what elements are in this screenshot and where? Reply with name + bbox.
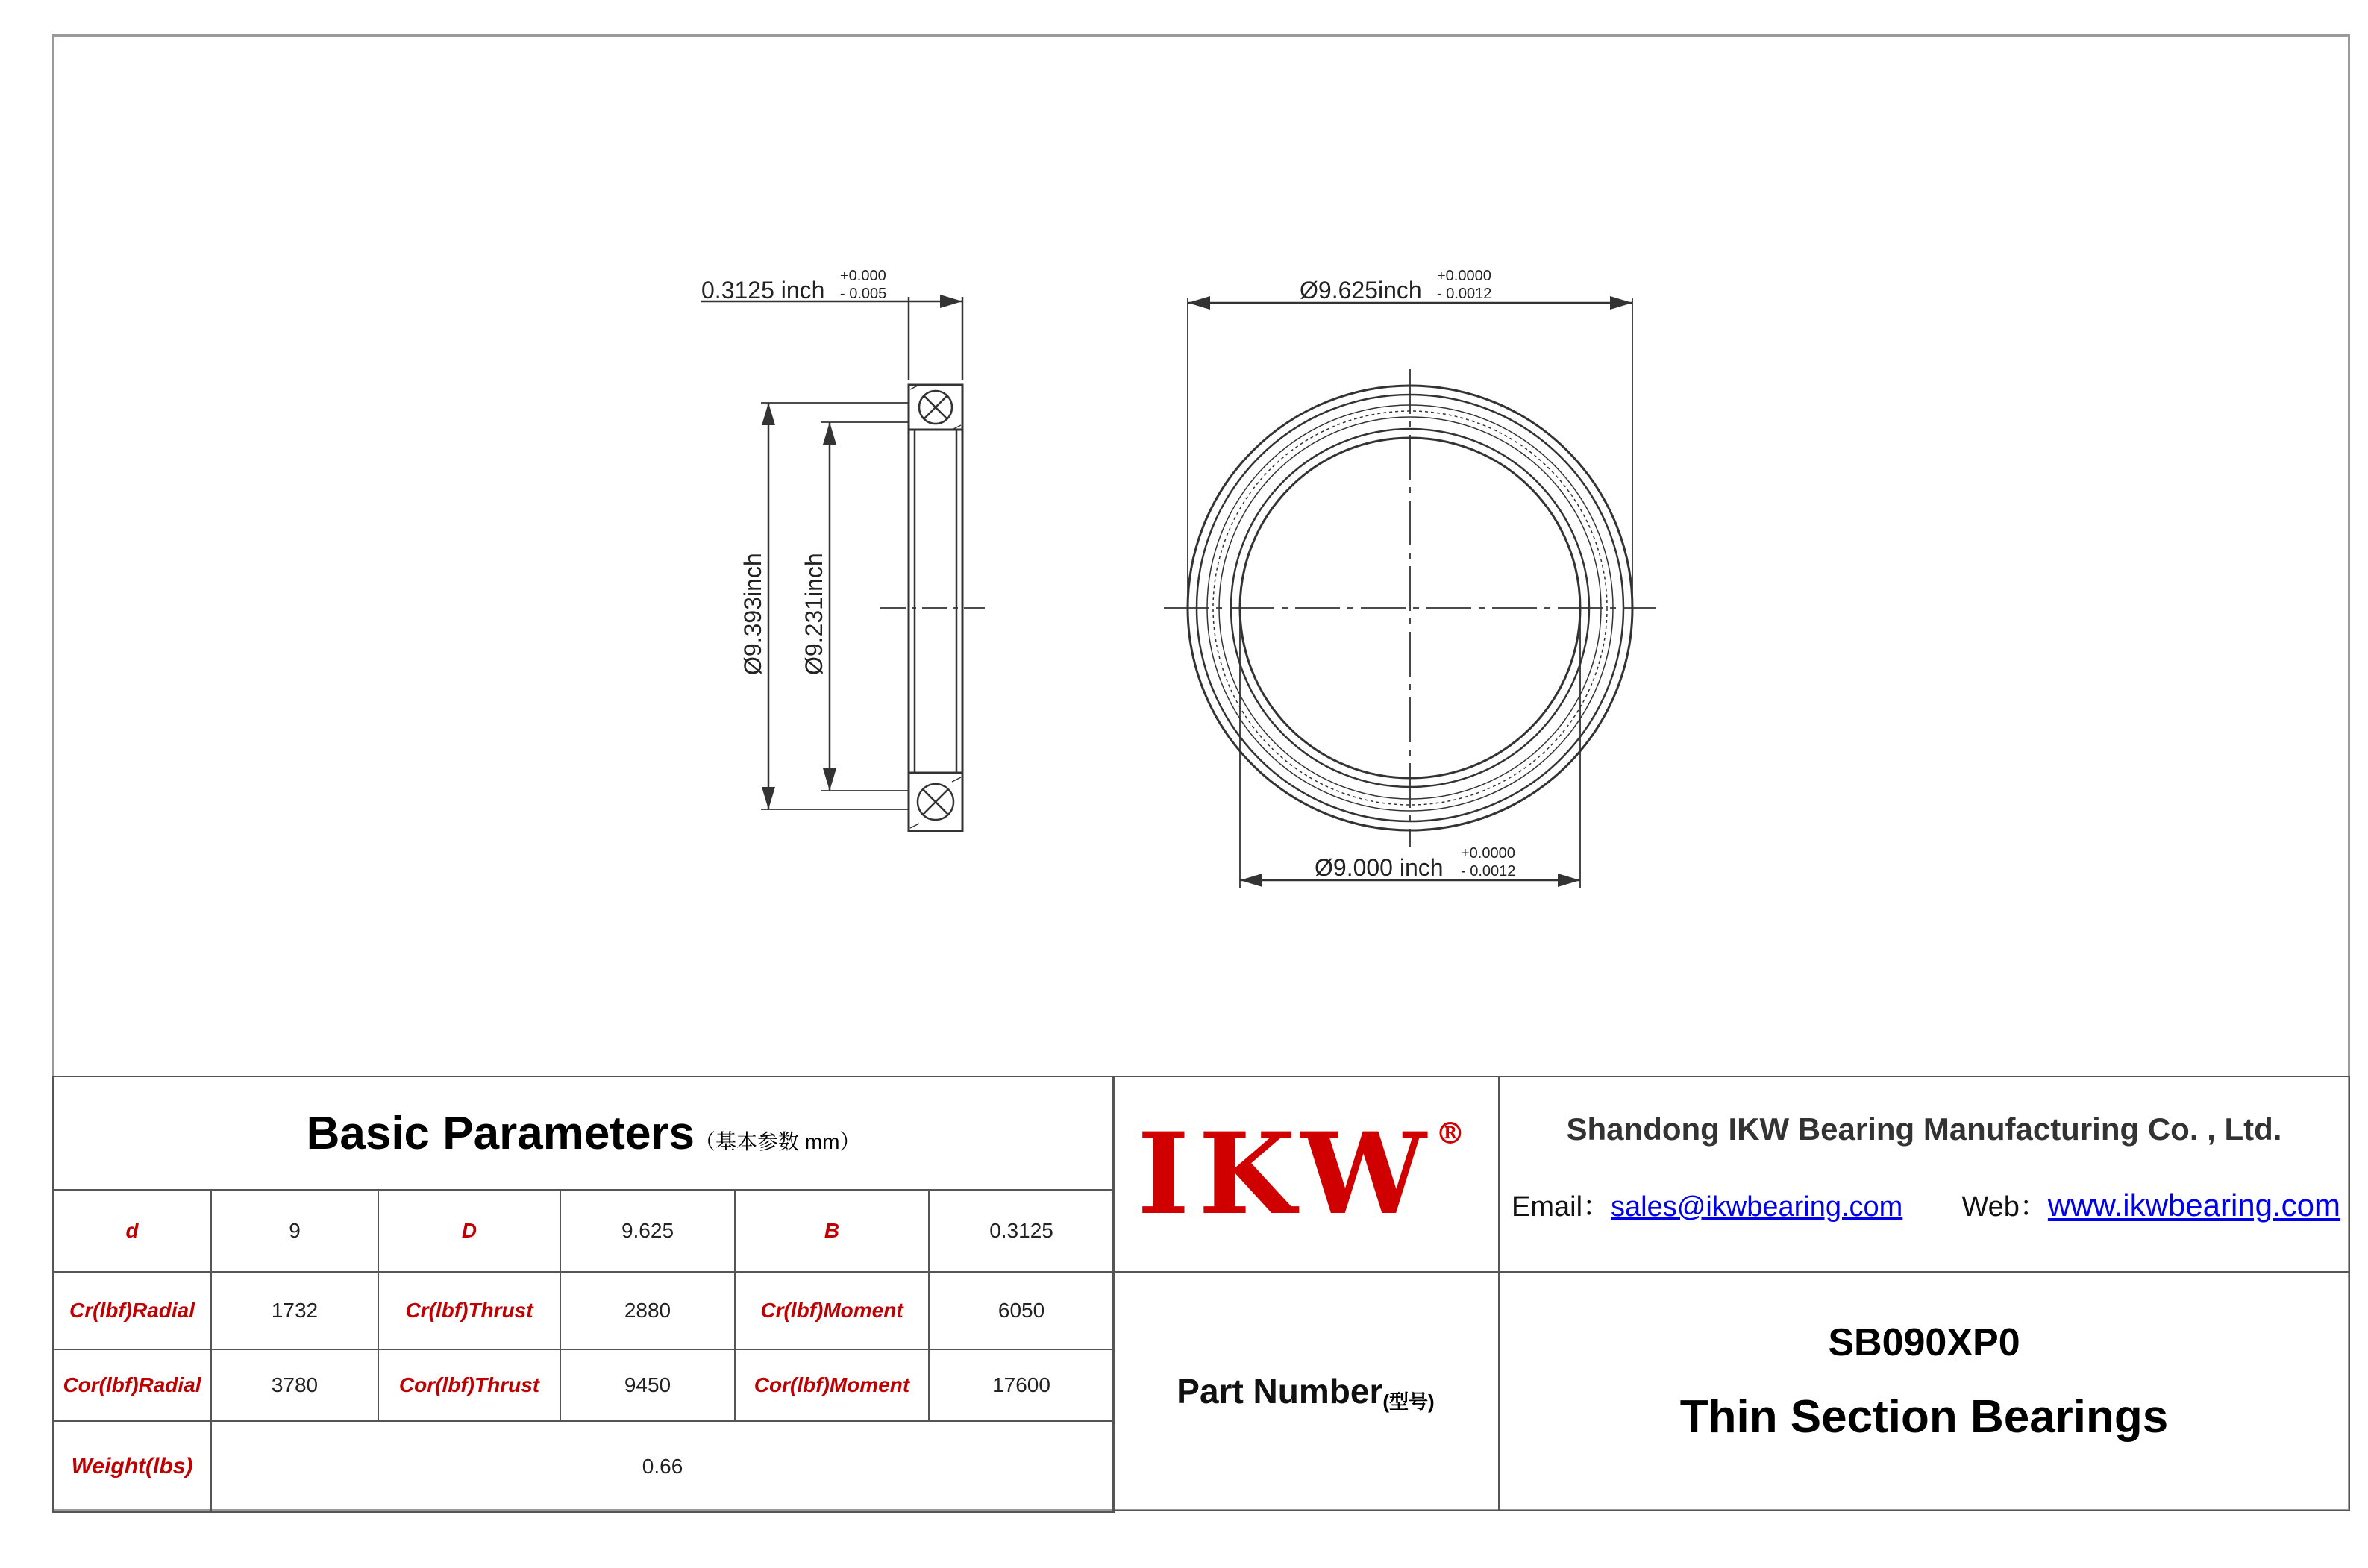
cr-radial-value: 1732 (211, 1272, 378, 1349)
cor-thrust-label: Cor(lbf)Thrust (378, 1349, 560, 1421)
cor-radial-label: Cor(lbf)Radial (53, 1349, 211, 1421)
width-tol-upper: +0.000 (840, 268, 886, 284)
width-tol-lower: - 0.005 (840, 286, 887, 302)
ikw-logo: IKW® (1137, 1108, 1474, 1240)
cr-thrust-label: Cr(lbf)Thrust (378, 1272, 560, 1349)
width-dim-label: 0.3125 inch (701, 277, 825, 304)
B-label: B (735, 1190, 929, 1272)
weight-value: 0.66 (211, 1421, 1114, 1512)
logo-block (1112, 1076, 1500, 1273)
cor-moment-label: Cor(lbf)Moment (735, 1349, 929, 1421)
params-title-note: （基本参数 mm） (695, 1129, 861, 1153)
weight-label: Weight(lbs) (53, 1421, 211, 1512)
d-label: d (53, 1190, 211, 1272)
cr-moment-label: Cr(lbf)Moment (735, 1272, 929, 1349)
email-label: Email： (1512, 1191, 1611, 1223)
D-value: 9.625 (560, 1190, 735, 1272)
params-header (53, 1076, 1114, 1190)
table-row (53, 1349, 1114, 1421)
outer-dim-label: Ø9.625inch (1300, 277, 1422, 304)
company-name: Shandong IKW Bearing Manufacturing Co. , Ltd. (1566, 1111, 2282, 1147)
cr-moment-value: 6050 (929, 1272, 1114, 1349)
outer-tol-upper: +0.0000 (1437, 268, 1491, 284)
web-label: Web： (1961, 1191, 2048, 1223)
part-number-value-block (1498, 1271, 2350, 1511)
D-label: D (378, 1190, 560, 1272)
table-row (53, 1190, 1114, 1272)
table-row (53, 1272, 1114, 1349)
outer-tol-lower: - 0.0012 (1437, 286, 1492, 302)
website-link[interactable]: www.ikwbearing.com (2047, 1188, 2341, 1223)
cor-thrust-value: 9450 (560, 1349, 735, 1421)
company-block (1498, 1076, 2350, 1273)
bore-tol-upper: +0.0000 (1461, 845, 1515, 862)
bore-dim-label: Ø9.000 inch (1315, 854, 1444, 881)
outer-land-dim-label: Ø9.393inch (739, 553, 766, 675)
B-value: 0.3125 (929, 1190, 1114, 1272)
bore-tol-lower: - 0.0012 (1461, 863, 1516, 879)
cor-radial-value: 3780 (211, 1349, 378, 1421)
cr-radial-label: Cr(lbf)Radial (53, 1272, 211, 1349)
part-number-label-block (1112, 1271, 1500, 1511)
cr-thrust-value: 2880 (560, 1272, 735, 1349)
table-row (53, 1421, 1114, 1512)
front-view (1164, 298, 1656, 888)
email-link[interactable]: sales@ikwbearing.com (1611, 1191, 1903, 1223)
company-contacts (1512, 1183, 2340, 1224)
part-number-value: SB090XP0 (1828, 1321, 2020, 1364)
part-number-label: Part Number (1177, 1372, 1383, 1411)
d-value: 9 (211, 1190, 378, 1272)
part-type: Thin Section Bearings (1679, 1391, 2169, 1443)
cor-moment-value: 17600 (929, 1349, 1114, 1421)
inner-land-dim-label: Ø9.231inch (801, 553, 827, 675)
params-title: Basic Parameters (306, 1107, 695, 1159)
part-number-label-note: (型号) (1382, 1390, 1435, 1413)
basic-parameters-table (52, 1076, 1115, 1513)
